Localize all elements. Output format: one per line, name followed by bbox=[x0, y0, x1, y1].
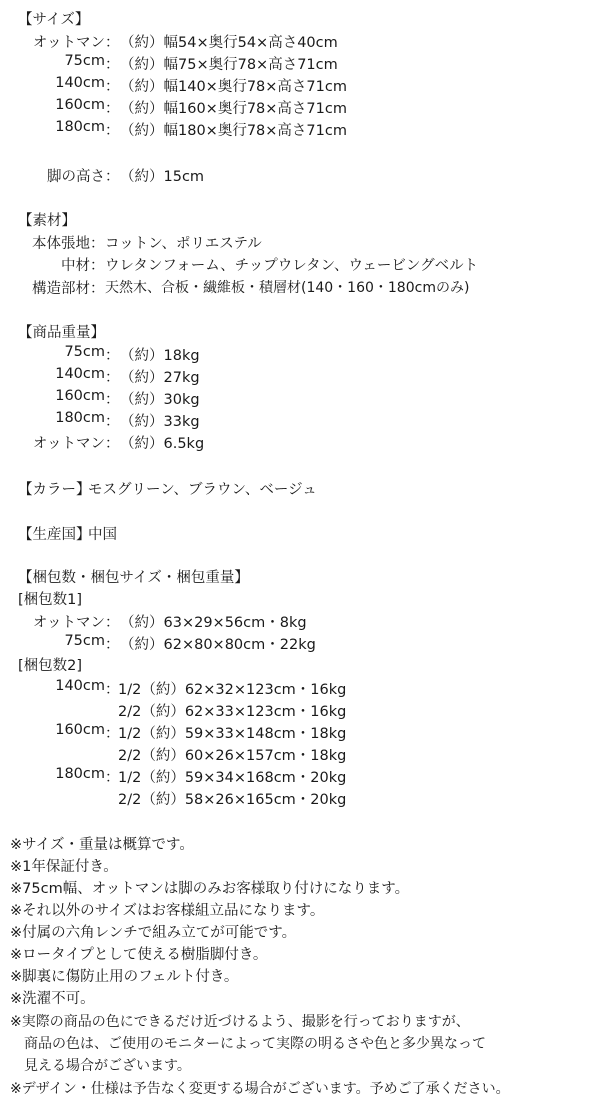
colon: ： bbox=[105, 726, 120, 742]
colon: ： bbox=[105, 123, 120, 139]
weight-value: （約）18kg bbox=[120, 348, 200, 364]
note-line: ※脚裏に傷防止用のフェルト付き。 bbox=[10, 969, 239, 985]
size-value: （約）幅54×奥行54×高さ40cm bbox=[120, 35, 338, 51]
package-label: 140cm bbox=[55, 678, 105, 694]
colon: ： bbox=[105, 414, 120, 430]
size-label: オットマン bbox=[32, 35, 105, 51]
colon: ： bbox=[105, 348, 120, 364]
colon: ： bbox=[105, 35, 120, 51]
colon: ： bbox=[90, 236, 105, 252]
weight-heading: 【商品重量】 bbox=[18, 325, 105, 341]
package-group2-heading: [梱包数2] bbox=[18, 658, 83, 674]
weight-value: （約）33kg bbox=[120, 414, 200, 430]
size-label: 160cm bbox=[55, 97, 105, 113]
material-label: 中材 bbox=[61, 258, 90, 274]
leg-height-value: （約）15cm bbox=[120, 169, 205, 185]
weight-value: （約）6.5kg bbox=[120, 436, 205, 452]
package-value: 2/2（約）62×33×123cm・16kg bbox=[118, 704, 347, 720]
note-line: ※75cm幅、オットマンは脚のみお客様取り付けになります。 bbox=[10, 881, 410, 897]
package-value: 2/2（約）58×26×165cm・20kg bbox=[118, 792, 347, 808]
colon: ： bbox=[105, 169, 120, 185]
size-label: 140cm bbox=[55, 75, 105, 91]
colon: ： bbox=[105, 392, 120, 408]
colon: ： bbox=[105, 370, 120, 386]
note-line: ※それ以外のサイズはお客様組立品になります。 bbox=[10, 903, 325, 919]
weight-value: （約）30kg bbox=[120, 392, 200, 408]
package-heading: 【梱包数・梱包サイズ・梱包重量】 bbox=[18, 570, 249, 586]
note-line: 商品の色は、ご使用のモニターによって実際の明るさや色と多少異なって bbox=[10, 1036, 486, 1052]
material-value: コットン、ポリエステル bbox=[105, 236, 262, 252]
colon: ： bbox=[105, 615, 120, 631]
size-value: （約）幅75×奥行78×高さ71cm bbox=[120, 57, 338, 73]
package-value: （約）63×29×56cm・8kg bbox=[120, 615, 307, 631]
origin-value: 中国 bbox=[88, 527, 117, 543]
size-value: （約）幅140×奥行78×高さ71cm bbox=[120, 79, 347, 95]
package-value: （約）62×80×80cm・22kg bbox=[120, 637, 316, 653]
colon: ： bbox=[90, 281, 105, 297]
color-value: モスグリーン、ブラウン、ベージュ bbox=[88, 482, 317, 498]
colon: ： bbox=[105, 637, 120, 653]
weight-label: オットマン bbox=[32, 436, 105, 452]
weight-value: （約）27kg bbox=[120, 370, 200, 386]
package-group1-heading: [梱包数1] bbox=[18, 592, 83, 608]
weight-label: 75cm bbox=[64, 344, 105, 360]
weight-label: 180cm bbox=[55, 410, 105, 426]
material-heading: 【素材】 bbox=[18, 213, 76, 229]
colon: ： bbox=[105, 57, 120, 73]
note-line: ※デザイン・仕様は予告なく変更する場合がございます。予めご了承ください。 bbox=[10, 1081, 510, 1097]
package-label: オットマン bbox=[32, 615, 105, 631]
note-line: ※付属の六角レンチで組み立てが可能です。 bbox=[10, 925, 297, 941]
colon: ： bbox=[105, 682, 120, 698]
colon: ： bbox=[105, 101, 120, 117]
colon: ： bbox=[105, 436, 120, 452]
size-label: 75cm bbox=[64, 53, 105, 69]
size-value: （約）幅180×奥行78×高さ71cm bbox=[120, 123, 347, 139]
weight-label: 140cm bbox=[55, 366, 105, 382]
origin-heading: 【生産国】 bbox=[18, 527, 91, 543]
package-value: 1/2（約）62×32×123cm・16kg bbox=[118, 682, 347, 698]
colon: ： bbox=[105, 79, 120, 95]
package-label: 160cm bbox=[55, 722, 105, 738]
material-label: 本体張地 bbox=[32, 236, 90, 252]
package-value: 1/2（約）59×34×168cm・20kg bbox=[118, 770, 347, 786]
package-label: 180cm bbox=[55, 766, 105, 782]
note-line: ※ロータイプとして使える樹脂脚付き。 bbox=[10, 947, 268, 963]
package-value: 2/2（約）60×26×157cm・18kg bbox=[118, 748, 347, 764]
material-value: 天然木、合板・繊維板・積層材(140・160・180cmのみ) bbox=[105, 280, 470, 296]
note-line: ※サイズ・重量は概算です。 bbox=[10, 837, 194, 853]
colon: ： bbox=[105, 770, 120, 786]
size-heading: 【サイズ】 bbox=[18, 12, 90, 28]
weight-label: 160cm bbox=[55, 388, 105, 404]
material-value: ウレタンフォーム、チップウレタン、ウェービングベルト bbox=[105, 258, 479, 274]
colon: ： bbox=[90, 258, 105, 274]
size-value: （約）幅160×奥行78×高さ71cm bbox=[120, 101, 347, 117]
note-line: 見える場合がございます。 bbox=[10, 1058, 191, 1074]
size-label: 180cm bbox=[55, 119, 105, 135]
material-label: 構造部材 bbox=[32, 281, 90, 297]
package-value: 1/2（約）59×33×148cm・18kg bbox=[118, 726, 347, 742]
note-line: ※実際の商品の色にできるだけ近づけるよう、撮影を行っておりますが、 bbox=[10, 1014, 470, 1030]
note-line: ※洗濯不可。 bbox=[10, 991, 95, 1007]
color-heading: 【カラー】 bbox=[18, 482, 91, 498]
leg-height-label: 脚の高さ bbox=[47, 169, 105, 185]
package-label: 75cm bbox=[64, 633, 105, 649]
note-line: ※1年保証付き。 bbox=[10, 859, 118, 875]
